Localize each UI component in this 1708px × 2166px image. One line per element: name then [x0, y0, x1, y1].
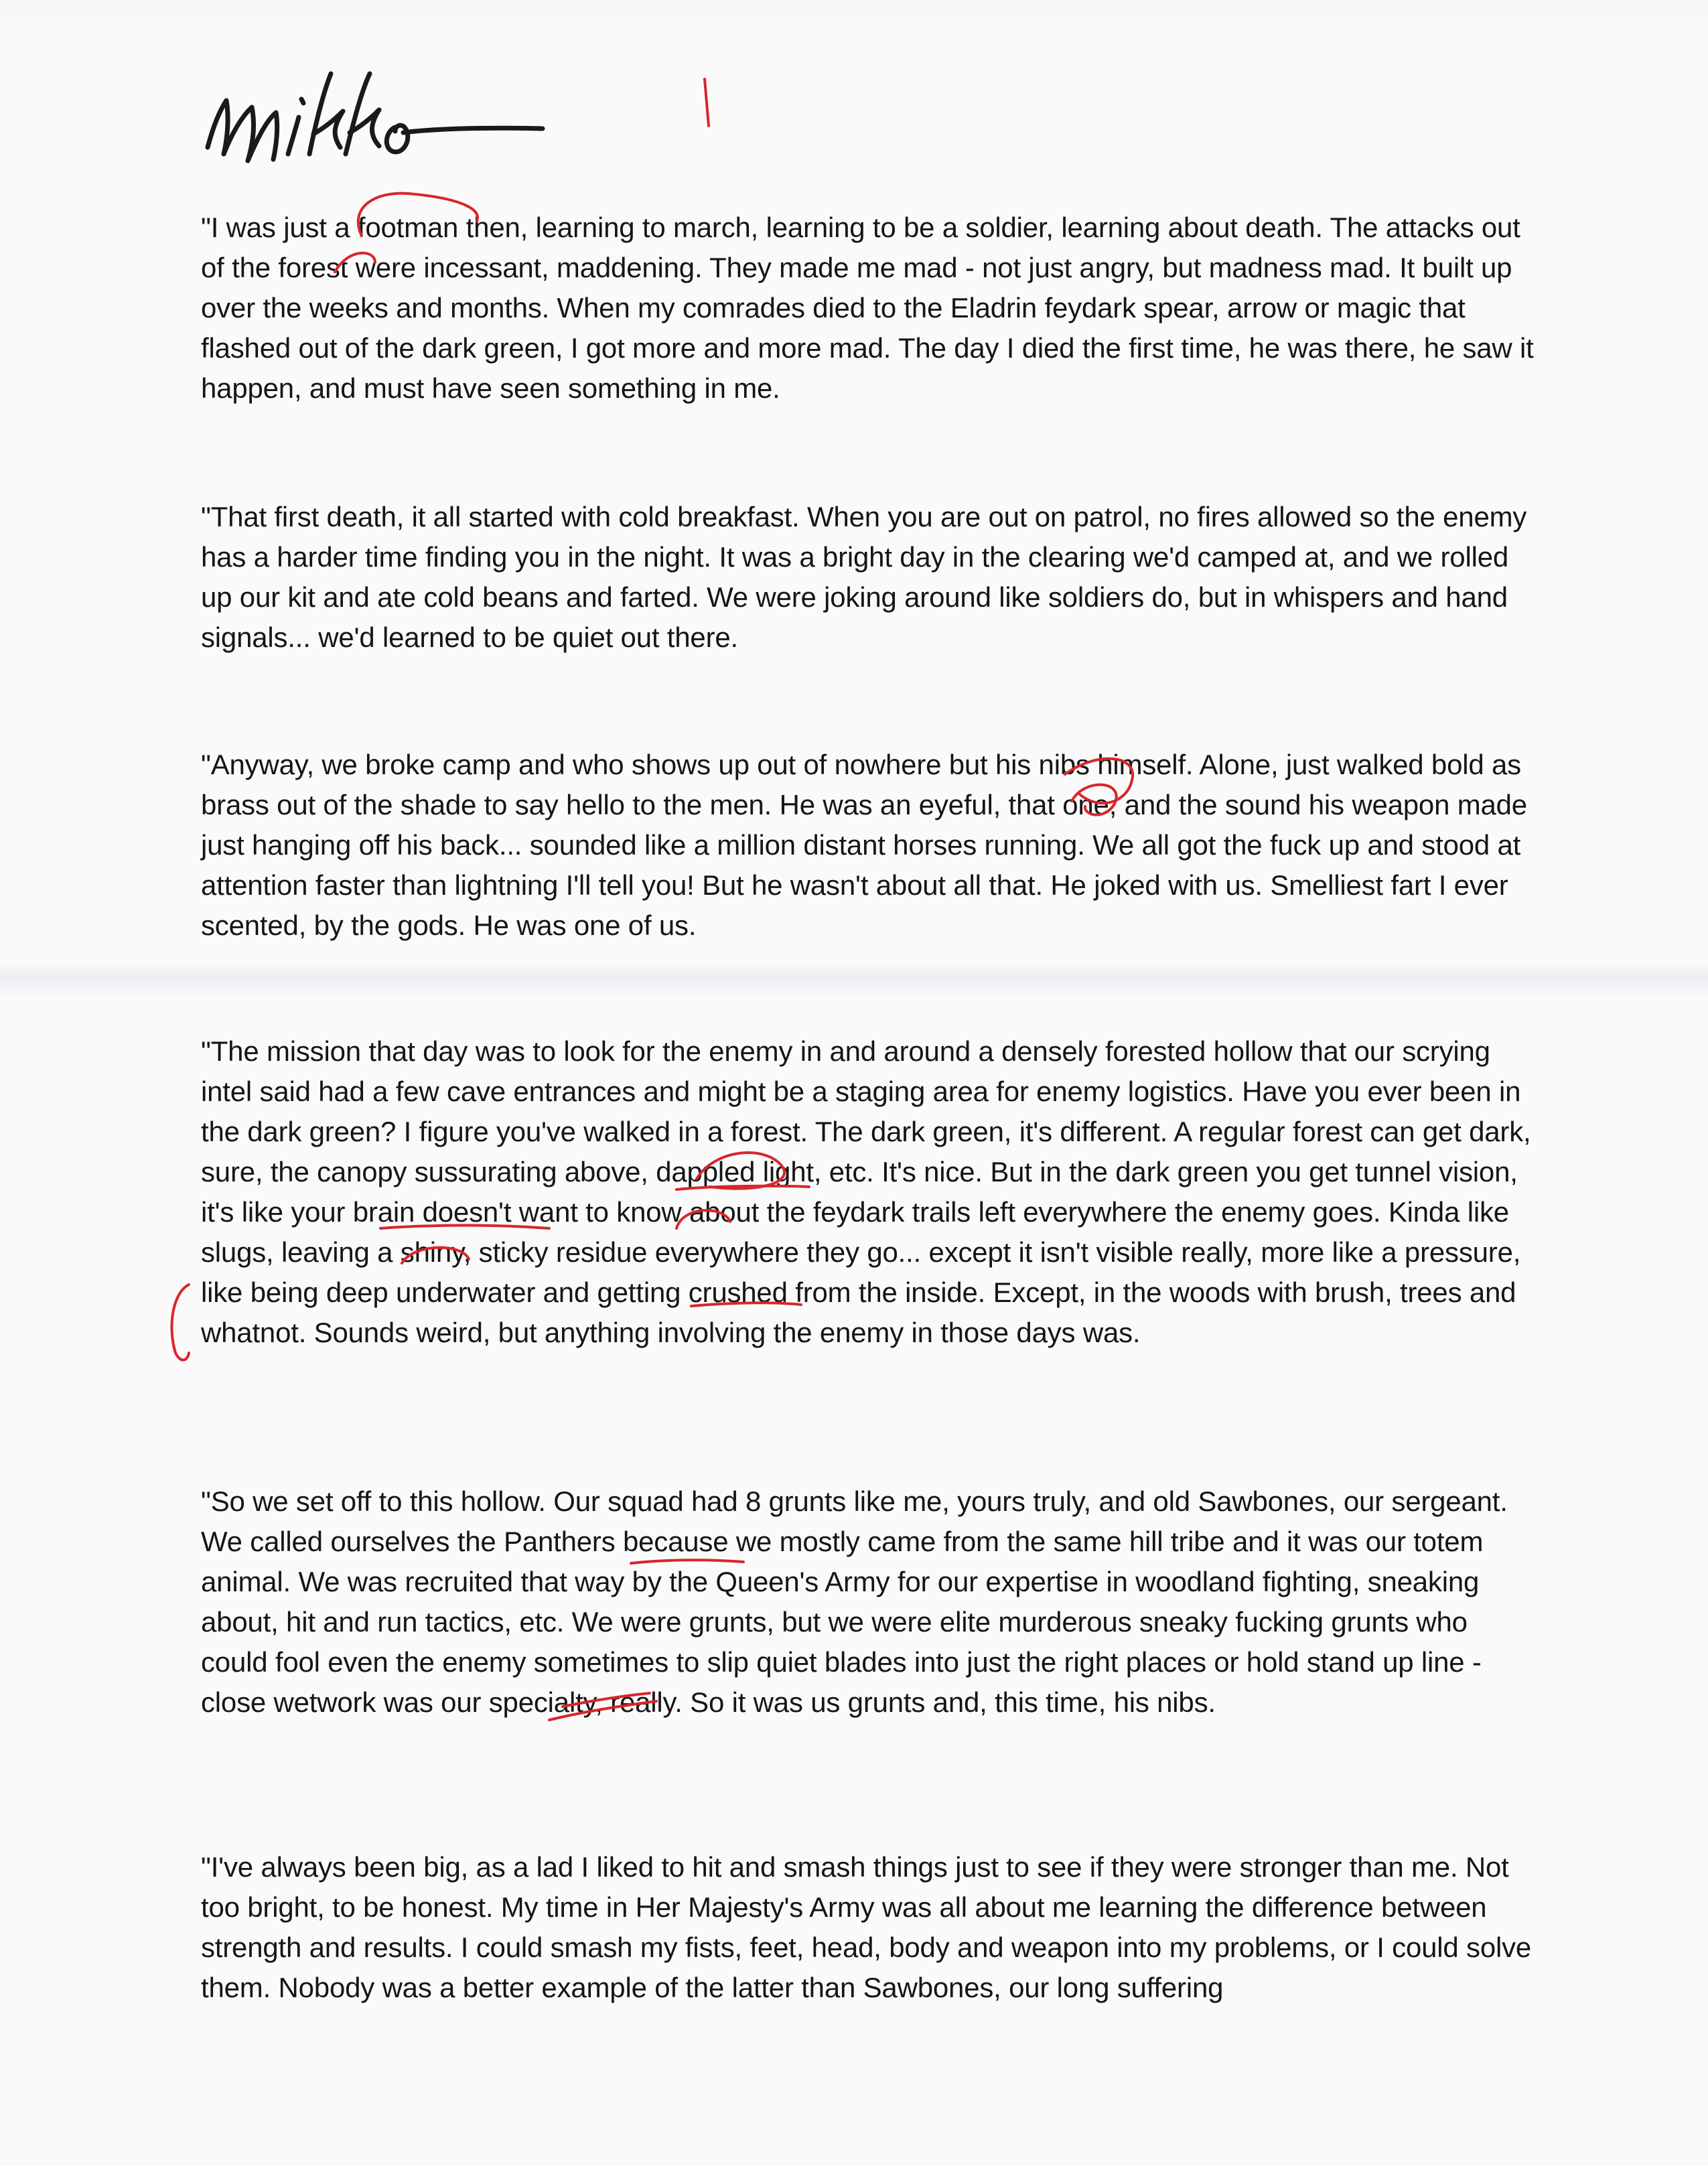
paragraph-4: "The mission that day was to look for the enemy in and around a densely forested hollow that our scrying intel said had a few cave entrances and might be a staging area for enemy logistics. Have you ever been in the dark green? I figure you've walked in a forest. The dark green, it's different. A regular forest can get dark, sure, the canopy sussurating above, dappled light, etc. It's nice. But in the dark green you get tunnel vision, it's like your brain doesn't want to know about the feydark trails left everywhere the enemy goes. Kinda like slugs, leaving a shiny, sticky residue everywhere they go... except it isn't visible really, more like a pressure, like being deep underwater and getting crushed from the inside. Except, in the woods with brush, trees and whatnot. Sounds weird, but anything involving the enemy in those days was. — [201, 1035, 1531, 1348]
paragraph-3: "Anyway, we broke camp and who shows up out of nowhere but his nibs himself. Alone, just walked bold as brass out of the shade to say hello to the men. He was an eyeful, that one, and the sound his weapon made just hanging off his back... sounded like a million distant horses running. We all got the fuck up and stood at attention faster than lightning I'll tell you! But he wasn't about all that. He joked with us. Smelliest fart I ever scented, by the gods. He was one of us. — [201, 749, 1527, 941]
paragraph-2: "That first death, it all started with cold breakfast. When you are out on patrol, no fires allowed so the enemy has a harder time finding you in the night. It was a bright day in the clearing we'd camped at, and we rolled up our kit and ate cold beans and farted. We were joking around like soldiers do, but in whispers and hand signals... we'd learned to be quiet out there. — [201, 501, 1527, 653]
paragraph-6: "I've always been big, as a lad I liked to hit and smash things just to see if they were stronger than me. Not too bright, to be honest. My time in Her Majesty's Army was all about me learning the difference between strength and results. I could smash my fists, feet, head, body and weapon into my problems, or I could solve them. Nobody was a better example of the latter than Sawbones, our long suffering — [201, 1851, 1532, 2003]
red-tick-mark — [705, 79, 709, 126]
red-margin-mark — [171, 1285, 189, 1360]
signature — [194, 54, 556, 201]
paragraph-5: "So we set off to this hollow. Our squad had 8 grunts like me, yours truly, and old Sawbones, our sergeant. We called ourselves the Panthers because we mostly came from the same hill tribe and it was our totem animal. We was recruited that way by the Queen's Army for our expertise in woodland fighting, sneaking about, hit and run tactics, etc. We were grunts, but we were elite murderous sneaky fucking grunts who could fool even the enemy sometimes to slip quiet blades into just the right places or hold stand up line - close wetwork was our specialty, really. So it was us grunts and, this time, his nibs. — [201, 1486, 1508, 1718]
paragraph-1: "I was just a footman then, learning to march, learning to be a soldier, learning about death. The attacks out of the forest were incessant, maddening. They made me mad - not just angry, but madness mad. It built up over the weeks and months. When my comrades died to the Eladrin feydark spear, arrow or magic that flashed out of the dark green, I got more and more mad. The day I died the first time, he was there, he saw it happen, and must have seen something in me. — [201, 212, 1534, 404]
